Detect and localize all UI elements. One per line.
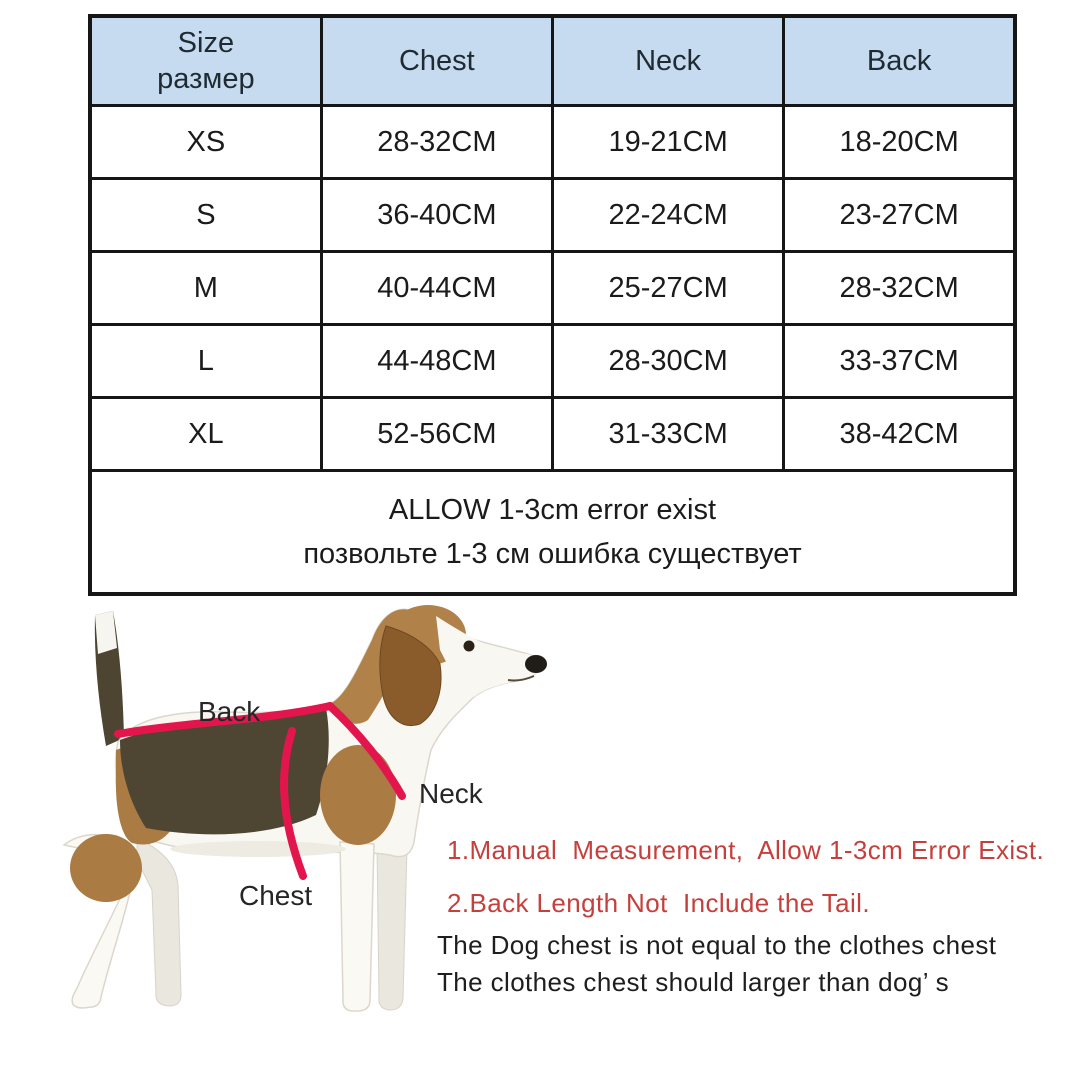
col-header-size-en: Size [177,27,235,59]
chest-value: 28-32CM [321,106,552,179]
neck-label: Neck [419,778,483,809]
back-value: 18-20CM [784,106,1015,179]
note-back-length: 2.Back Length Not Include the Tail. [447,888,870,918]
table-row-xl [90,398,1015,471]
size-value: L [90,325,321,398]
table-header-row [90,16,1015,106]
table-row-m [90,252,1015,325]
dog-far-front-leg [377,845,407,1010]
chest-value: 36-40CM [321,179,552,252]
size-value: M [90,252,321,325]
chest-value: 52-56CM [321,398,552,471]
table-row-xs [90,106,1015,179]
dog-thigh-patch [70,834,142,902]
tolerance-note-cell [90,471,1015,595]
back-value: 33-37CM [784,325,1015,398]
size-value: S [90,179,321,252]
size-value: XL [90,398,321,471]
note-manual-measurement: 1.Manual Measurement, Allow 1-3cm Error Exist. [447,835,1045,865]
col-header-size-ru: размер [157,63,255,95]
col-header-size [90,16,321,106]
chest-value: 40-44CM [321,252,552,325]
col-header-chest: Chest [321,16,552,106]
dog-eye [464,641,475,652]
dog-far-rear-leg [137,838,181,1006]
note-clothes-chest: The clothes chest should larger than dog’ s [437,967,949,997]
chest-label: Chest [239,880,313,911]
tolerance-note-en: ALLOW 1-3cm error exist [388,494,717,526]
neck-value: 28-30CM [553,325,784,398]
table-row-l [90,325,1015,398]
back-value: 38-42CM [784,398,1015,471]
dog-near-front-leg [340,842,374,1011]
table-row-s [90,179,1015,252]
dog-shoulder-patch [320,745,396,845]
back-label: Back [198,696,261,727]
neck-value: 31-33CM [553,398,784,471]
chest-value: 44-48CM [321,325,552,398]
size-table [88,14,1017,596]
neck-value: 19-21CM [553,106,784,179]
col-header-back: Back [784,16,1015,106]
table-note-row [90,471,1015,595]
col-header-neck: Neck [553,16,784,106]
note-dog-chest: The Dog chest is not equal to the clothes chest [437,930,997,960]
back-value: 28-32CM [784,252,1015,325]
neck-value: 25-27CM [553,252,784,325]
tolerance-note-ru: позвольте 1-3 см ошибка существует [303,538,802,570]
size-value: XS [90,106,321,179]
dog-nose [525,655,547,673]
back-value: 23-27CM [784,179,1015,252]
neck-value: 22-24CM [553,179,784,252]
dog-belly-shading [170,841,346,857]
